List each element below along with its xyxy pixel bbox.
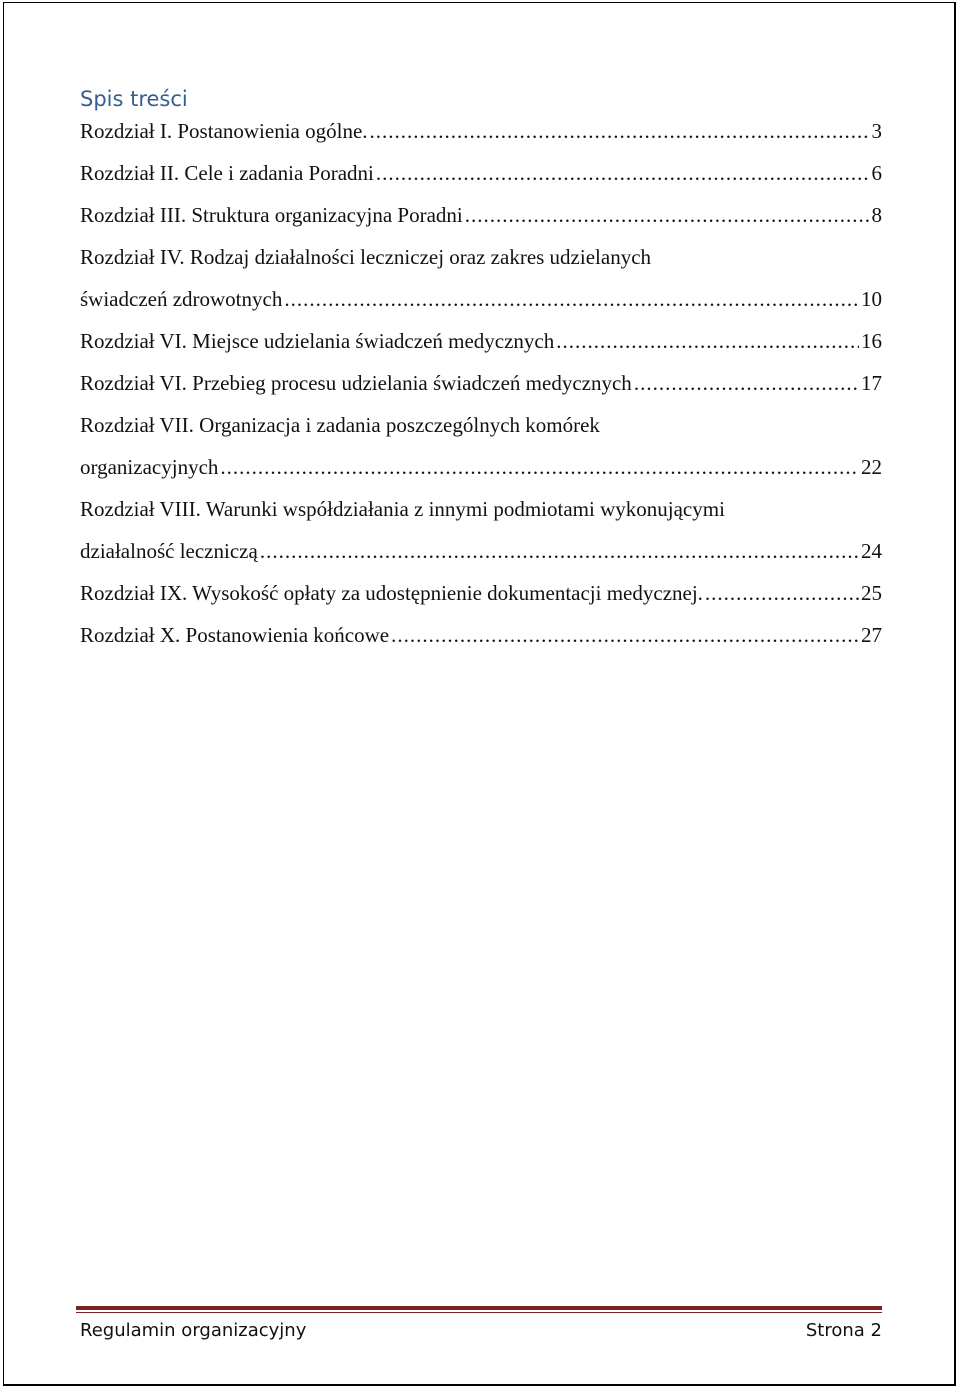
toc-dot-leader <box>634 368 859 398</box>
toc-entry-title: Rozdział II. Cele i zadania Poradni <box>80 161 374 185</box>
toc-dot-leader <box>220 452 859 482</box>
toc-entry-chapter-10[interactable] <box>80 620 882 662</box>
toc-entry-chapter-4-line-2[interactable] <box>80 284 882 326</box>
toc-entry-chapter-8-line-1[interactable] <box>80 494 882 536</box>
footer-page-number: Strona 2 <box>805 1320 882 1341</box>
footer-document-title: Regulamin organizacyjny <box>80 1320 307 1341</box>
toc-dot-leader <box>556 326 859 356</box>
toc-entry-page: 17 <box>861 371 882 395</box>
toc-entry-title: Rozdział X. Postanowienia końcowe <box>80 623 390 647</box>
toc-entry-title: Rozdział I. Postanowienia ogólne. <box>80 119 368 143</box>
toc-entry-page: 8 <box>871 203 882 227</box>
toc-entry-page: 22 <box>861 455 882 479</box>
toc-entry-page: 6 <box>871 161 882 185</box>
toc-entry-chapter-3[interactable] <box>80 200 882 242</box>
toc-entry-page: 16 <box>861 329 882 353</box>
toc-dot-leader <box>260 536 859 566</box>
footer-rule-thick <box>76 1306 882 1310</box>
toc-entry-page: 25 <box>861 581 882 605</box>
toc-entry-title: Rozdział VI. Przebieg procesu udzielania świadczeń medycznych <box>80 371 632 395</box>
toc-entry-chapter-9[interactable] <box>80 578 882 620</box>
toc-dot-leader <box>391 620 859 650</box>
toc-entry-chapter-1[interactable] <box>80 116 882 158</box>
toc-entry-title: świadczeń zdrowotnych <box>80 287 283 311</box>
toc-entry-title: Rozdział III. Struktura organizacyjna Poradni <box>80 203 463 227</box>
toc-entry-chapter-2[interactable] <box>80 158 882 200</box>
toc-entry-chapter-6a[interactable] <box>80 326 882 368</box>
toc-dot-leader <box>465 200 870 230</box>
toc-entry-title: Rozdział VI. Miejsce udzielania świadczeń medycznych <box>80 329 555 353</box>
toc-entry-title: Rozdział VII. Organizacja i zadania poszczególnych komórek <box>80 413 600 437</box>
toc-entry-page: 27 <box>861 623 882 647</box>
toc-entry-chapter-7-line-2[interactable] <box>80 452 882 494</box>
toc-entry-title: organizacyjnych <box>80 455 219 479</box>
toc-entry-title: działalność leczniczą <box>80 539 258 563</box>
toc-entry-title: Rozdział IV. Rodzaj działalności leczniczej oraz zakres udzielanych <box>80 245 652 269</box>
toc-entry-chapter-8-line-2[interactable] <box>80 536 882 578</box>
toc-dot-leader <box>376 158 870 188</box>
footer-rule-thin <box>76 1312 882 1313</box>
toc-dot-leader <box>705 578 859 608</box>
toc-entry-chapter-7-line-1[interactable] <box>80 410 882 452</box>
toc-entry-title: Rozdział IX. Wysokość opłaty za udostępnienie dokumentacji medycznej. <box>80 581 703 605</box>
toc-entry-page: 3 <box>871 119 882 143</box>
toc-entry-title: Rozdział VIII. Warunki współdziałania z innymi podmiotami wykonującymi <box>80 497 725 521</box>
toc-entry-chapter-4-line-1[interactable] <box>80 242 882 284</box>
toc-entry-page: 24 <box>861 539 882 563</box>
toc-entry-page: 10 <box>861 287 882 311</box>
toc-entry-chapter-6b[interactable] <box>80 368 882 410</box>
table-of-contents <box>80 116 882 662</box>
toc-dot-leader <box>370 116 870 146</box>
toc-heading: Spis treści <box>80 87 188 111</box>
toc-dot-leader <box>284 284 859 314</box>
